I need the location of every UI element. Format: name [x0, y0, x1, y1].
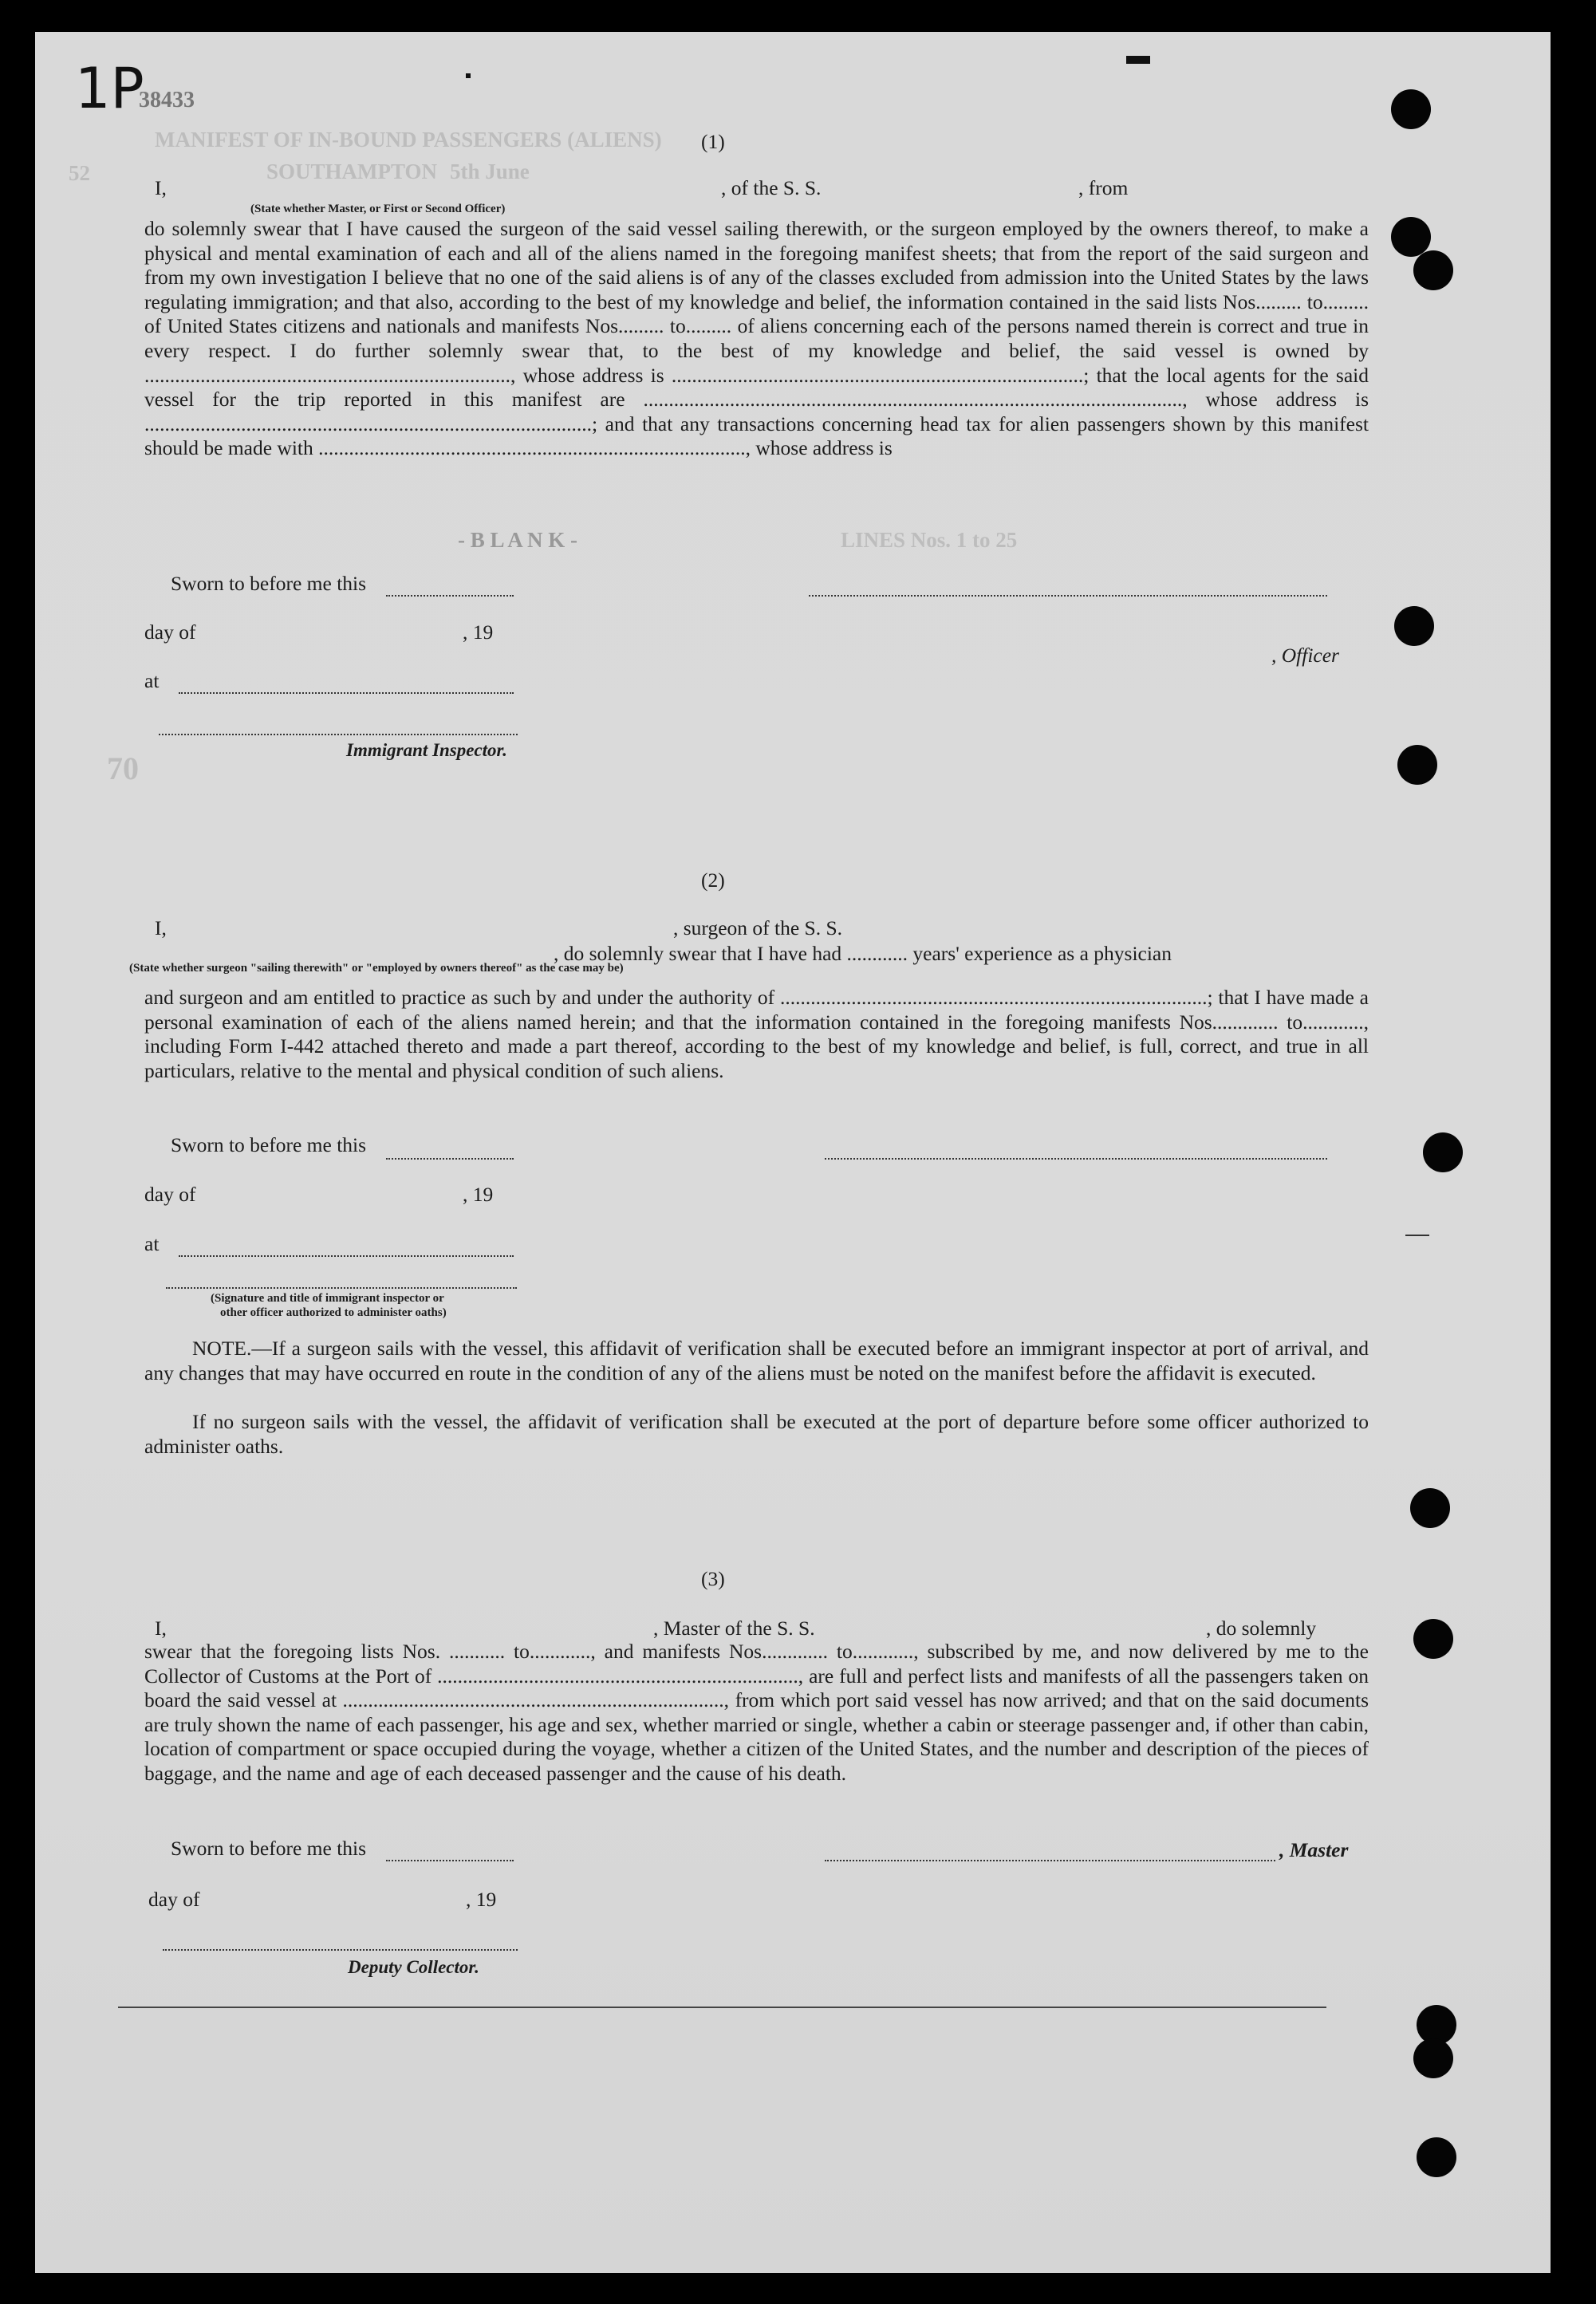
punch-hole: [1397, 745, 1437, 785]
s2-caption: (State whether surgeon "sailing therewith" or "employed by owners thereof" as the case may be): [129, 962, 624, 975]
bleed-through-blank: - B L A N K -: [458, 528, 578, 552]
s2-i: I,: [155, 916, 167, 939]
s1-of-ss: , of the S. S.: [721, 176, 822, 199]
corner-stamp: 38433: [139, 88, 195, 112]
s2-day-of: day of: [144, 1183, 196, 1206]
punch-hole: [1413, 2038, 1453, 2078]
note-text: —If a surgeon sails with the vessel, this affidavit of verification shall be executed before an immigrant inspector at port of arrival, and any changes that may have occurred en route in the condition of any of the aliens must be noted on the manifest before the affidavit is executed.: [144, 1337, 1369, 1384]
s2-surgeon-of-ss: , surgeon of the S. S.: [673, 916, 843, 939]
punch-hole: [1394, 606, 1434, 646]
punch-hole: [1410, 1488, 1450, 1528]
s1-year: , 19: [463, 620, 494, 644]
punch-hole: [1423, 1132, 1463, 1172]
s3-sworn-date-line: [386, 1860, 514, 1861]
s3-sworn: Sworn to before me this: [171, 1837, 367, 1860]
punch-hole: [1391, 89, 1431, 129]
s1-day-of: day of: [144, 620, 196, 644]
s2-signature-caption-1: (Signature and title of immigrant inspector or: [211, 1292, 444, 1305]
s3-master: , Master: [1279, 1838, 1349, 1861]
manifest-page: [35, 32, 1551, 2273]
s2-inspector-line: [166, 1287, 517, 1289]
section-2-oath: and surgeon and am entitled to practice as such by and under the authority of ....................................................................................; that I have made a personal examination of each of the aliens named herein; and that the information contained in the foregoing manifests Nos............. to............, including Form I-442 attached thereto and made a part thereof, according to the best of my knowledge and belief, is full, correct, and true in all particulars, relative to the mental and physical condition of such aliens.: [144, 986, 1369, 1082]
section-1-number: (1): [701, 130, 725, 153]
s2-note-2: If no surgeon sails with the vessel, the affidavit of verification shall be executed at the port of departure before some officer authorized to administer oaths.: [144, 1410, 1369, 1458]
s1-officer: , Officer: [1271, 644, 1339, 667]
s1-signature-line: [809, 595, 1327, 597]
bottom-rule: [118, 2007, 1326, 2008]
punch-hole: [1417, 2137, 1456, 2177]
s1-inspector-line: [159, 734, 518, 735]
section-1-oath: do solemnly swear that I have caused the surgeon of the said vessel sailing therewith, or the surgeon employed by the owners thereof, to make a physical and mental examination of each and all of the aliens named in the foregoing manifest sheets; that from the report of the said surgeon and from my own investigation I believe that no one of the said aliens is of any of the classes excluded from admission into the United States by the laws regulating immigration; and that also, according to the best of my knowledge and belief, the information contained in the said lists Nos......... to......... of United States citizens and nationals and manifests Nos......... to......... of aliens concerning each of the persons named therein is correct and true in every respect. I do further solemnly swear that, to the best of my knowledge and belief, the said vessel is owned by ........................................................................, whose address is .................................................................................; that the local agents for the said vessel for the trip reported in this manifest are .........................................................................................................., whose address is ........................................................................................; and that any transactions concerning head tax for alien passengers shown by this manifest should be made with ...................................................................................., whose address is: [144, 217, 1369, 460]
s1-sworn-date-line: [386, 595, 514, 597]
margin-tick: [1405, 1235, 1429, 1236]
s1-i: I,: [155, 176, 167, 199]
bleed-through-lines: LINES Nos. 1 to 25: [841, 528, 1018, 552]
s3-i: I,: [155, 1617, 167, 1640]
punch-hole: [1413, 250, 1453, 290]
punch-hole: [1391, 217, 1431, 257]
edge-speck: [1126, 56, 1150, 64]
note-label: NOTE.: [192, 1337, 252, 1360]
s3-signature-line: [825, 1860, 1275, 1861]
s2-signature-line: [825, 1158, 1327, 1160]
s2-signature-caption-2: other officer authorized to administer oaths): [220, 1306, 447, 1319]
bleed-through-date: 5th June: [450, 160, 530, 183]
s1-from: , from: [1078, 176, 1129, 199]
s1-sworn: Sworn to before me this: [171, 572, 367, 595]
edge-speck: [466, 73, 471, 78]
section-3-number: (3): [701, 1567, 725, 1590]
s2-years-experience: , do solemnly swear that I have had ............ years' experience as a physician: [554, 942, 1172, 965]
section-2-number: (2): [701, 868, 725, 892]
s2-place-line: [179, 1255, 514, 1257]
s3-deputy-collector: Deputy Collector.: [348, 1957, 479, 1977]
s2-year: , 19: [463, 1183, 494, 1206]
s1-immigrant-inspector: Immigrant Inspector.: [346, 740, 507, 760]
bleed-through-heading: MANIFEST OF IN-BOUND PASSENGERS (ALIENS): [155, 128, 662, 152]
s1-at: at: [144, 669, 160, 692]
bleed-through-year: 52: [69, 161, 90, 185]
s2-note: [144, 1337, 1369, 1385]
s2-sworn: Sworn to before me this: [171, 1133, 367, 1156]
punch-hole: [1413, 1619, 1453, 1659]
s1-place-line: [179, 692, 514, 694]
s3-year: , 19: [466, 1888, 497, 1911]
s3-do-solemnly: , do solemnly: [1206, 1617, 1317, 1640]
s3-master-of-ss: , Master of the S. S.: [653, 1617, 815, 1640]
s3-collector-line: [163, 1949, 518, 1951]
s2-sworn-date-line: [386, 1158, 514, 1160]
section-3-oath: swear that the foregoing lists Nos. ........... to............, and manifests Nos............. to............, subscribed by me, and now delivered by me to the Collector of Customs at the Port of ......................................................................., are full and perfect lists and manifests of all the passengers taken on board the said vessel at ..........................................................................., from which port said vessel has now arrived; and that on the said documents are truly shown the name of each passenger, his age and sex, whether married or single, whether a cabin or steerage passenger and, if other than cabin, location of compartment or space occupied during the voyage, whether a citizen of the United States, and the number and description of the pieces of baggage, and the name and age of each deceased passenger and the cause of his death.: [144, 1640, 1369, 1785]
s2-at: at: [144, 1232, 160, 1255]
handwritten-mark: 1P: [75, 56, 144, 121]
bleed-through-page-no: 70: [107, 750, 139, 786]
s1-caption: (State whether Master, or First or Second Officer): [250, 203, 506, 215]
bleed-through-port: SOUTHAMPTON: [266, 160, 438, 183]
s3-day-of: day of: [148, 1888, 200, 1911]
